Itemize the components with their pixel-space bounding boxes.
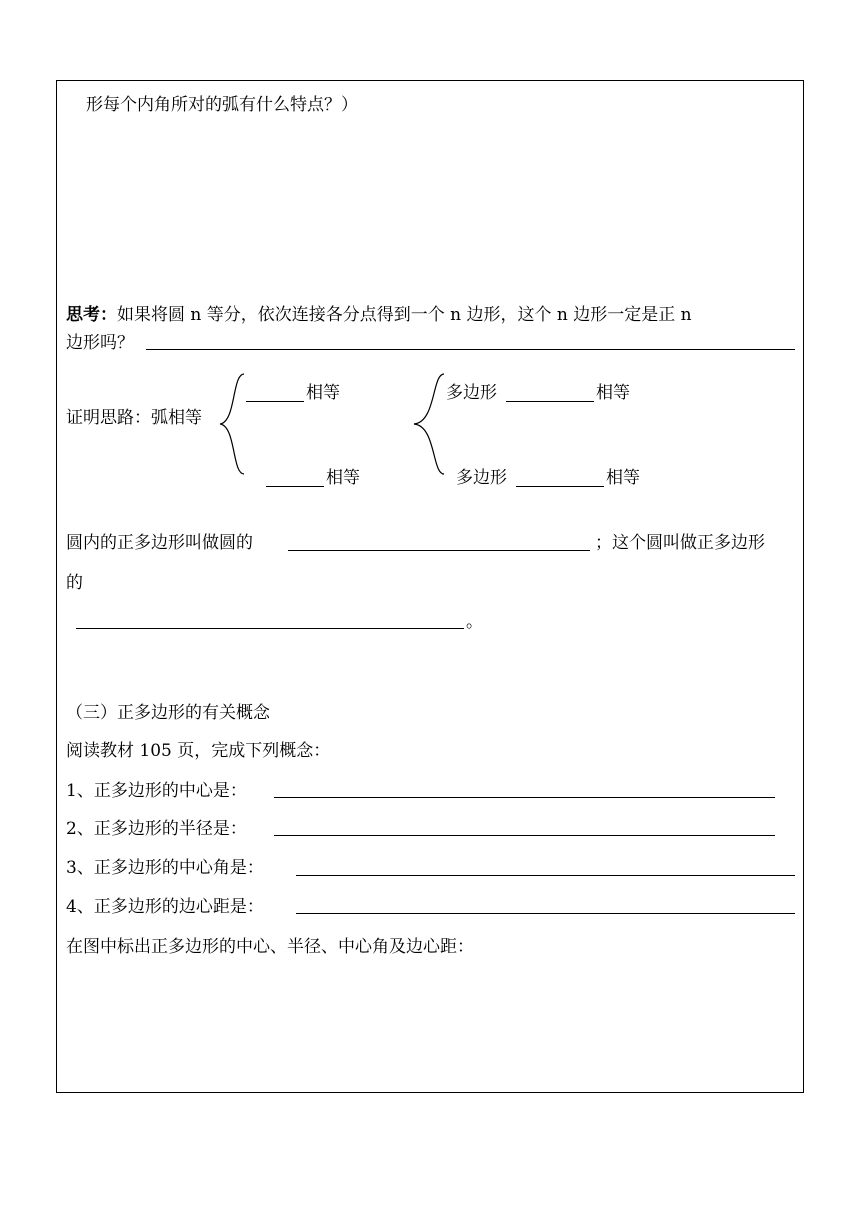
section3-title: （三）正多边形的有关概念 bbox=[66, 703, 270, 723]
concept-central-angle: 3、正多边形的中心角是： bbox=[66, 858, 264, 878]
right-brace-icon bbox=[410, 372, 446, 476]
concept-radius-blank[interactable] bbox=[274, 835, 775, 836]
think-label: 思考： bbox=[66, 305, 117, 325]
proof-right-bottom-blank[interactable] bbox=[516, 486, 604, 487]
concept-central-angle-blank[interactable] bbox=[296, 875, 795, 876]
inscribed-suffix: ；这个圆叫做正多边形 bbox=[595, 533, 765, 553]
intro-line: 形每个内角所对的弧有什么特点？） bbox=[86, 95, 358, 115]
proof-left-bottom-blank[interactable] bbox=[266, 486, 324, 487]
proof-right-top-suffix: 相等 bbox=[596, 383, 630, 403]
concept-center-blank[interactable] bbox=[274, 797, 775, 798]
think-line-1 bbox=[66, 305, 692, 325]
proof-right-top-prefix: 多边形 bbox=[446, 383, 497, 403]
think-text-2: 边形吗？ bbox=[66, 333, 134, 353]
section3-instruction: 阅读教材 105 页，完成下列概念： bbox=[66, 741, 331, 761]
inscribed-line-2: 的 bbox=[66, 573, 83, 593]
think-answer-blank[interactable] bbox=[146, 349, 795, 350]
proof-left-bottom-text: 相等 bbox=[326, 468, 360, 488]
concept-apothem-blank[interactable] bbox=[296, 913, 795, 914]
inscribed-end: 。 bbox=[466, 612, 483, 632]
proof-right-top-blank[interactable] bbox=[506, 401, 594, 402]
concept-center: 1、正多边形的中心是： bbox=[66, 781, 247, 801]
figure-prompt: 在图中标出正多边形的中心、半径、中心角及边心距： bbox=[66, 937, 474, 957]
proof-left-top-blank[interactable] bbox=[246, 401, 304, 402]
concept-radius: 2、正多边形的半径是： bbox=[66, 819, 247, 839]
think-text-1: 如果将圆 n 等分，依次连接各分点得到一个 n 边形，这个 n 边形一定是正 n bbox=[117, 305, 692, 325]
inscribed-blank-2[interactable] bbox=[76, 628, 464, 629]
proof-right-bottom-prefix: 多边形 bbox=[456, 468, 507, 488]
proof-left-top-text: 相等 bbox=[306, 383, 340, 403]
left-brace-icon bbox=[210, 372, 246, 476]
inscribed-blank-1[interactable] bbox=[288, 550, 590, 551]
concept-apothem: 4、正多边形的边心距是： bbox=[66, 897, 264, 917]
proof-right-bottom-suffix: 相等 bbox=[606, 468, 640, 488]
inscribed-prefix: 圆内的正多边形叫做圆的 bbox=[66, 533, 253, 553]
proof-label: 证明思路：弧相等 bbox=[66, 408, 202, 428]
